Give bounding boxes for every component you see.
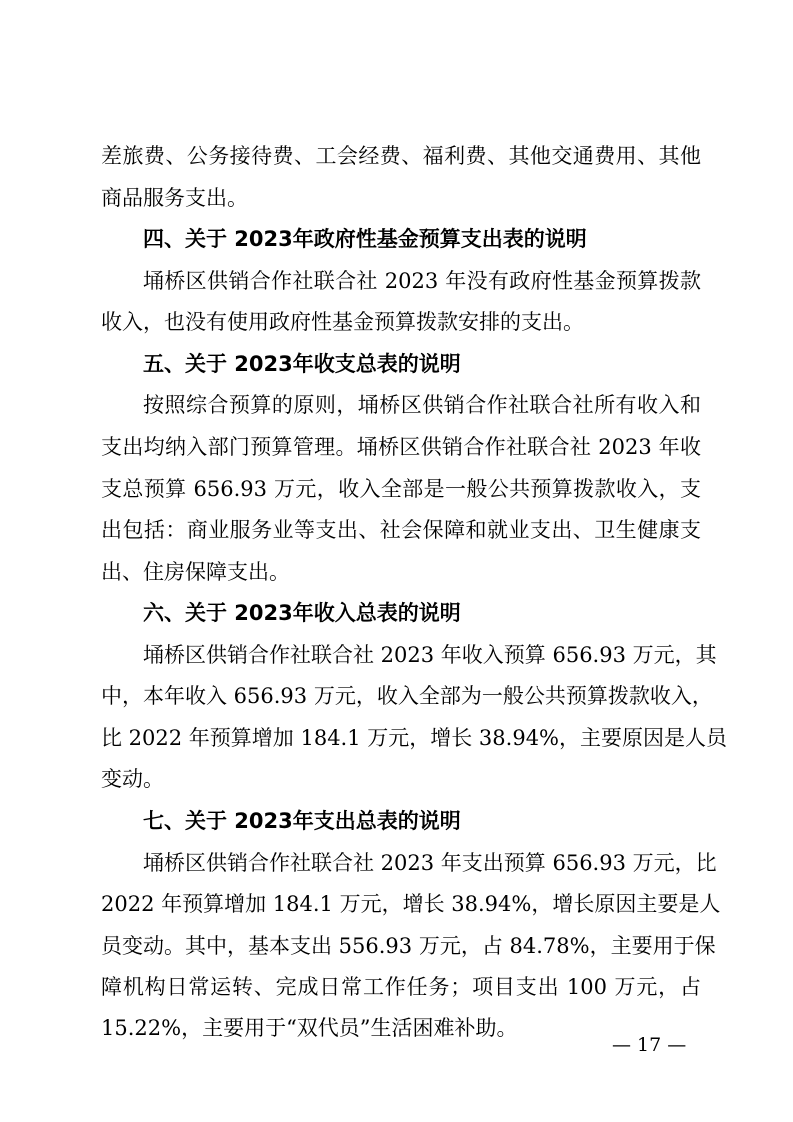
section-heading-4: 四、关于 2023年政府性基金预算支出表的说明	[143, 227, 587, 251]
paragraph-line: 出包括：商业服务业等支出、社会保障和就业支出、卫生健康支	[101, 518, 701, 542]
paragraph-line: 支总预算 656.93 万元，收入全部是一般公共预算拨款收入，支	[101, 477, 701, 501]
page-number: — 17 —	[612, 1034, 687, 1056]
paragraph-line: 埇桥区供销合作社联合社 2023 年收入预算 656.93 万元，其	[143, 643, 717, 667]
paragraph-line: 比 2022 年预算增加 184.1 万元，增长 38.94%，主要原因是人员	[101, 726, 728, 750]
paragraph-line: 障机构日常运转、完成日常工作任务；项目支出 100 万元，占	[101, 975, 701, 999]
paragraph-line: 支出均纳入部门预算管理。埇桥区供销合作社联合社 2023 年收	[101, 435, 701, 459]
paragraph-line: 员变动。其中，基本支出 556.93 万元，占 84.78%，主要用于保	[101, 934, 716, 958]
section-heading-6: 六、关于 2023年收入总表的说明	[143, 601, 461, 625]
paragraph-line: 差旅费、公务接待费、工会经费、福利费、其他交通费用、其他	[101, 144, 701, 168]
paragraph-line: 中，本年收入 656.93 万元，收入全部为一般公共预算拨款收入，	[101, 684, 713, 708]
paragraph-line: 2022 年预算增加 184.1 万元，增长 38.94%，增长原因主要是人	[101, 892, 721, 916]
section-heading-7: 七、关于 2023年支出总表的说明	[143, 809, 461, 833]
paragraph-line: 出、住房保障支出。	[101, 560, 290, 584]
paragraph-line: 15.22%，主要用于“双代员”生活困难补助。	[101, 1016, 518, 1040]
paragraph-line: 埇桥区供销合作社联合社 2023 年没有政府性基金预算拨款	[143, 269, 701, 293]
paragraph-line: 变动。	[101, 767, 164, 791]
paragraph-line: 按照综合预算的原则，埇桥区供销合作社联合社所有收入和	[143, 393, 701, 417]
paragraph-line: 埇桥区供销合作社联合社 2023 年支出预算 656.93 万元，比	[143, 851, 717, 875]
paragraph-line: 商品服务支出。	[101, 186, 248, 210]
section-heading-5: 五、关于 2023年收支总表的说明	[143, 352, 461, 376]
paragraph-line: 收入，也没有使用政府性基金预算拨款安排的支出。	[101, 310, 584, 334]
